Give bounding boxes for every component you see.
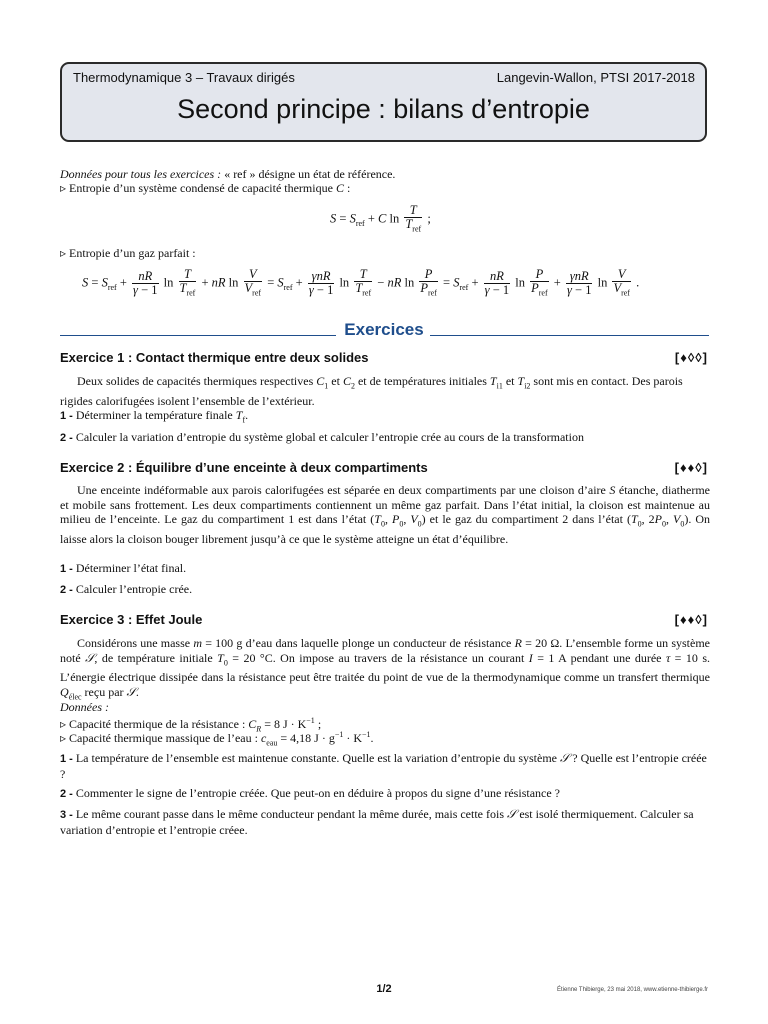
exercise-1-question-1: 1 - Déterminer la température finale $T_f$. [60, 408, 249, 425]
intro-lead: Données pour tous les exercices : « ref » désigne un état de référence. [60, 167, 396, 181]
exercise-1-difficulty: [♦◊◊] [674, 350, 708, 365]
exercise-3-data-1: ▹ Capacité thermique de la résistance : $C_R = 8$ $J \cdot K^{-1}$ ; [60, 716, 322, 734]
exercise-3-question-1: 1 - La température de l’ensemble est maintenue constante. Quelle est la variation d’entropie du système 𝒮 ? Quelle est l’entropie créée ? [60, 751, 707, 781]
author-label: Langevin-Wallon, PTSI 2017-2018 [496, 70, 695, 85]
exercise-3-data-2: ▹ Capacité thermique massique de l’eau : $c_{eau} = 4,18$ $J \cdot g^{-1} \cdot K^{-1}$. [60, 730, 374, 748]
exercise-1-title: Exercice 1 : Contact thermique entre deux solides [60, 350, 369, 365]
intro-bullet-gas: ▹ Entropie d’un gaz parfait : [60, 246, 196, 260]
course-label: Thermodynamique 3 – Travaux dirigés [73, 70, 295, 85]
exercise-2-question-2: 2 - Calculer l’entropie crée. [60, 582, 193, 596]
exercise-2-statement: Une enceinte indéformable aux parois calorifugées est séparée en deux compartiments par une cloison d’aire S étanche, diatherme et mobile sans frottement. Les deux compartiments contiennent un même gaz parfait. Dans l’état initial, la cloison est maintenue au milieu de l’enceinte. Le gaz du compartiment 1 est dans l’état ($T_0$, $P_0$, $V_0$) et le gaz du compartiment 2 dans l’état ($T_0$, $2P_0$, $V_0$). On laisse alors la cloison bouger librement jusqu’à ce que le système atteigne un état d’équilibre. [60, 483, 711, 546]
intro-bullet-condensed: ▹ Entropie d’un système condensé de capacité thermique C : [60, 181, 351, 195]
exercise-3-statement: Considérons une masse m = 100 g d’eau dans laquelle plonge un conducteur de résistance R = 20 Ω. L’ensemble forme un système noté 𝒮, de température initiale $T_0 = 20$ °C. On impose au travers de la résistance un courant I = 1 A pendant une durée τ = 10 s. L’énergie électrique dissipée dans la résistance peut être traitée du point de vue de la thermodynamique comme un transfert thermique $Q_{élec}$ reçu par 𝒮. [60, 636, 711, 702]
exercise-3-data-title: Données : [60, 700, 109, 714]
section-rule-right [430, 335, 709, 336]
footer-credit: Étienne Thibierge, 23 mai 2018, www.etienne-thibierge.fr [557, 987, 708, 993]
page-number: 1/2 [376, 983, 392, 995]
exercise-3-title: Exercice 3 : Effet Joule [60, 612, 203, 627]
exercise-2-difficulty: [♦♦◊] [674, 460, 708, 475]
exercise-2-title: Exercice 2 : Équilibre d’une enceinte à deux compartiments [60, 460, 428, 475]
exercise-3-question-2: 2 - Commenter le signe de l’entropie créée. Que peut-on en déduire à propos du signe d’une résistance ? [60, 786, 560, 800]
equation-ideal-gas: $S = S_{ref}$ + $\frac{nR}{\gamma - 1}$ ln $\frac{T}{T_{ref}}$ + nR ln $\frac{V}{V_{ref}}$ = $S_{ref}$ + $\frac{\text{γnR}}{\gamma - 1}$ ln $\frac{T}{T_{ref}}$ − nR ln $\frac{P}{P_{ref}}$ = $S_{ref}$ + $\frac{nR}{\gamma - 1}$ ln $\frac{P}{P_{ref}}$ + $\frac{\text{γnR}}{\gamma - 1}$ ln $\frac{V}{V_{ref}}$ . [82, 267, 640, 298]
exercise-2-question-1: 1 - Déterminer l’état final. [60, 561, 187, 575]
header-box [60, 62, 707, 142]
exercise-3-difficulty: [♦♦◊] [674, 612, 708, 627]
page-title: Second principe : bilans d’entropie [177, 94, 590, 124]
exercise-1-question-2: 2 - Calculer la variation d’entropie du système global et calculer l’entropie crée au cours de la transformation [60, 430, 584, 444]
section-title: Exercices [344, 320, 424, 339]
exercise-1-statement: Deux solides de capacités thermiques respectives $C_1$ et $C_2$ et de températures initiales $T_{i1}$ et $T_{i2}$ sont mis en contact. Des parois rigides calorifugées isolent l’ensemble de l’extérieur. [60, 374, 683, 408]
exercise-3-question-3: 3 - Le même courant passe dans le même conducteur pendant la même durée, mais cette fois 𝒮 est isolé thermiquement. Calculer sa variation d’entropie et l’entropie créee. [60, 807, 694, 837]
equation-condensed: $S = S_{ref} + C$ ln $\frac{T}{T_{ref}}$ ; [330, 203, 431, 234]
